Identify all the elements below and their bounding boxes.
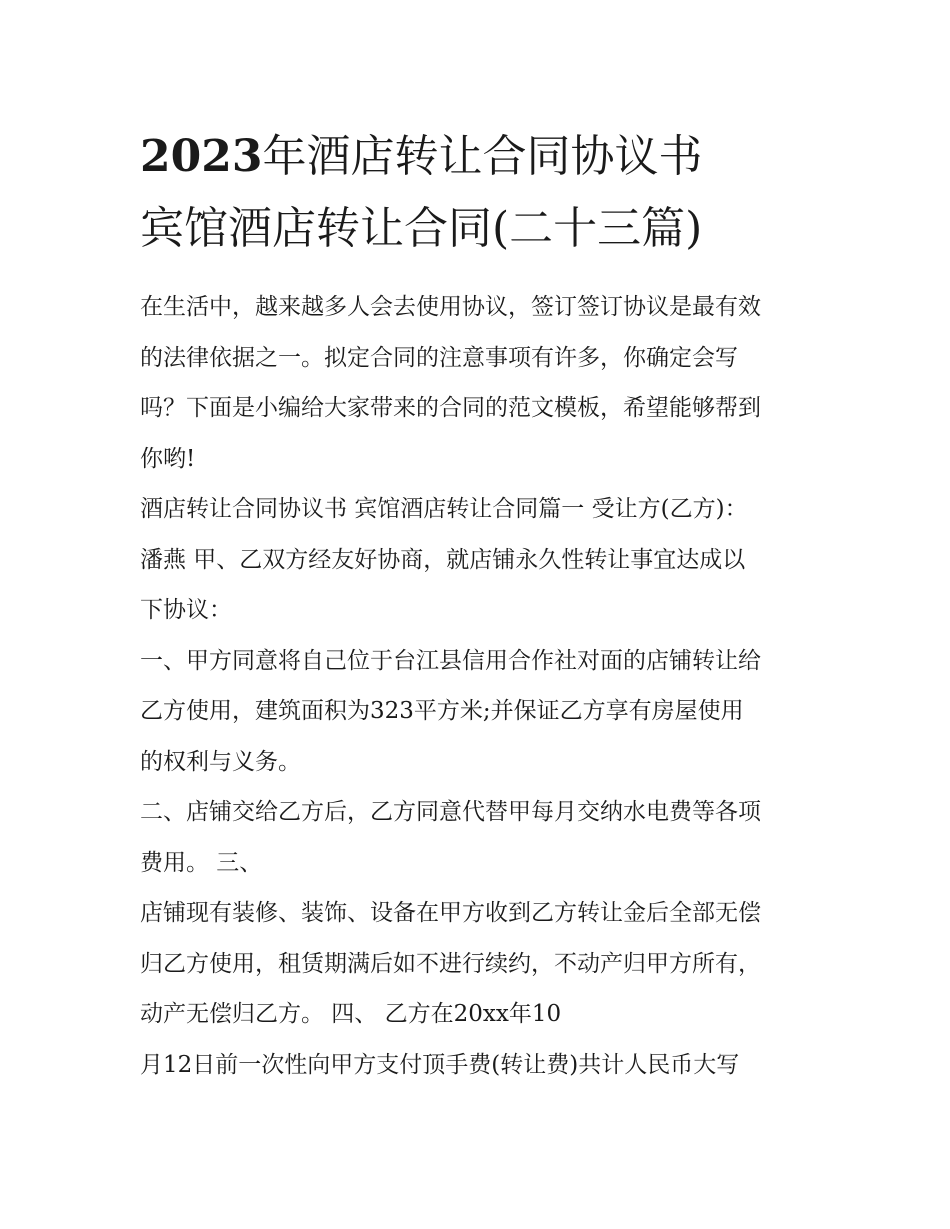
title-year: 2023 bbox=[140, 131, 263, 182]
body-line: 吗？下面是小编给大家带来的合同的范文模板，希望能够帮到 bbox=[140, 395, 761, 421]
body-line: 归乙方使用，租赁期满后如不进行续约，不动产归甲方所有， bbox=[140, 950, 761, 977]
document-body bbox=[140, 282, 830, 1090]
body-line: 动产无偿归乙方。 四、 乙方在20xx年10 bbox=[140, 1001, 562, 1027]
document-page bbox=[140, 118, 830, 1090]
document-title-line-2: 宾馆酒店转让合同(二十三篇) bbox=[140, 203, 703, 254]
body-line: 二、店铺交给乙方后，乙方同意代替甲每月交纳水电费等各项 bbox=[140, 799, 761, 825]
body-line: 潘燕 甲、乙双方经友好协商，就店铺永久性转让事宜达成以 bbox=[140, 546, 746, 573]
body-line: 你哟! bbox=[140, 445, 196, 472]
body-line: 酒店转让合同协议书 宾馆酒店转让合同篇一 受让方(乙方)： bbox=[140, 496, 748, 522]
body-line: 的权利与义务。 bbox=[140, 748, 301, 775]
body-line: 店铺现有装修、装饰、设备在甲方收到乙方转让金后全部无偿 bbox=[140, 900, 761, 926]
body-line: 一、甲方同意将自己位于台江县信用合作社对面的店铺转让给 bbox=[140, 647, 761, 674]
document-title-line-1 bbox=[140, 118, 830, 190]
body-line: 费用。 三、 bbox=[140, 849, 263, 876]
body-line: 月12日前一次性向甲方支付顶手费(转让费)共计人民币大写 bbox=[140, 1051, 740, 1078]
body-line: 乙方使用，建筑面积为323平方米;并保证乙方享有房屋使用 bbox=[140, 698, 744, 724]
body-line: 的法律依据之一。拟定合同的注意事项有许多，你确定会写 bbox=[140, 344, 738, 371]
body-line: 在生活中，越来越多人会去使用协议，签订签订协议是最有效 bbox=[140, 294, 761, 320]
body-line: 下协议： bbox=[140, 597, 232, 623]
title-main: 年酒店转让合同协议书 bbox=[262, 131, 703, 182]
